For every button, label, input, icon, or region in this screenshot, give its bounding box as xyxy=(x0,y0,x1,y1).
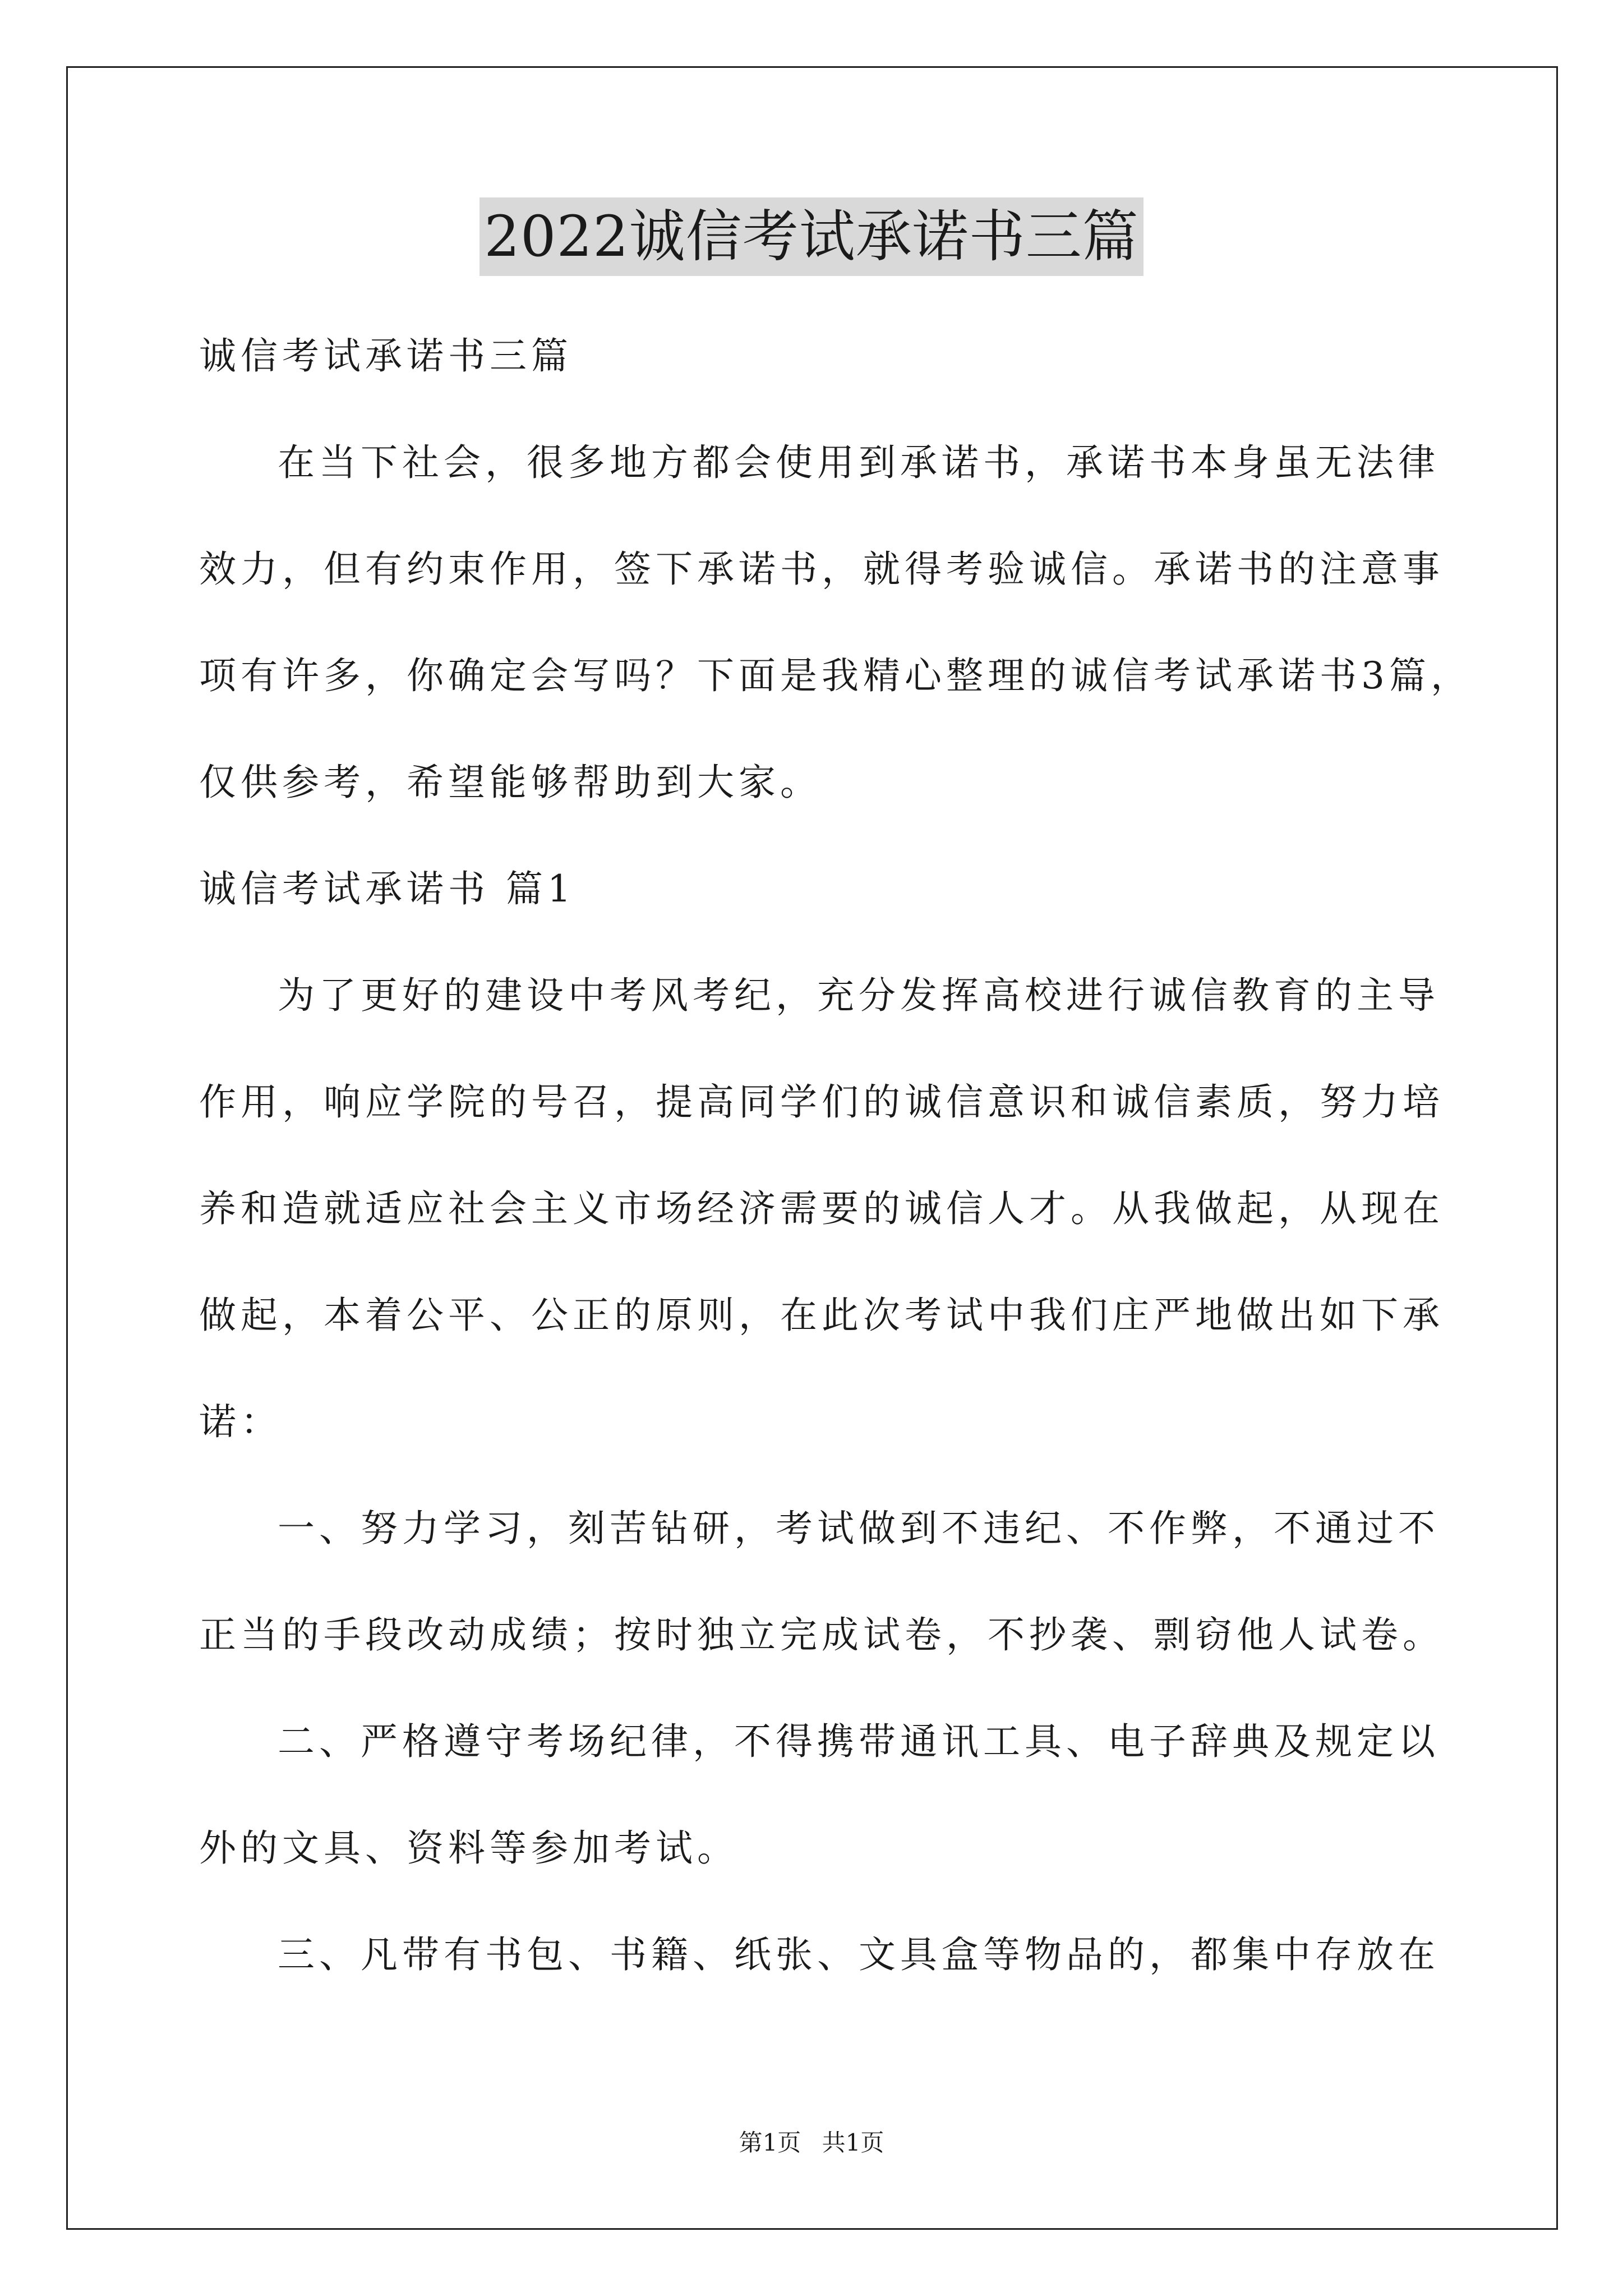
body-line: 一、努力学习，刻苦钻研，考试做到不违纪、不作弊，不通过不 xyxy=(278,1507,1440,1550)
body-line: 效力，但有约束作用，签下承诺书，就得考验诚信。承诺书的注意事 xyxy=(199,547,1444,591)
section-heading: 诚信考试承诺书 篇1 xyxy=(199,867,575,910)
page-number: 第1页 xyxy=(739,2129,801,2156)
page-footer xyxy=(0,2126,1623,2160)
body-line: 为了更好的建设中考风考纪，充分发挥高校进行诚信教育的主导 xyxy=(278,974,1440,1017)
title-container xyxy=(0,197,1623,276)
body-line: 外的文具、资料等参加考试。 xyxy=(199,1826,739,1870)
body-line: 诺： xyxy=(199,1400,282,1443)
body-line: 养和造就适应社会主义市场经济需要的诚信人才。从我做起，从现在 xyxy=(199,1187,1444,1230)
body-line: 二、严格遵守考场纪律，不得携带通讯工具、电子辞典及规定以 xyxy=(278,1720,1440,1763)
body-line: 正当的手段改动成绩；按时独立完成试卷，不抄袭、剽窃他人试卷。 xyxy=(199,1613,1444,1657)
body-line: 在当下社会，很多地方都会使用到承诺书，承诺书本身虽无法律 xyxy=(278,441,1440,484)
document-body xyxy=(199,303,1472,2008)
body-line: 三、凡带有书包、书籍、纸张、文具盒等物品的，都集中存放在 xyxy=(278,1933,1440,1976)
body-line: 仅供参考，希望能够帮助到大家。 xyxy=(199,761,822,804)
body-line: 做起，本着公平、公正的原则，在此次考试中我们庄严地做出如下承 xyxy=(199,1294,1444,1337)
body-line: 项有许多，你确定会写吗？下面是我精心整理的诚信考试承诺书3篇， xyxy=(199,654,1472,697)
page-total: 共1页 xyxy=(822,2129,884,2156)
body-line: 诚信考试承诺书三篇 xyxy=(199,334,573,378)
body-line: 作用，响应学院的号召，提高同学们的诚信意识和诚信素质，努力培 xyxy=(199,1080,1444,1124)
document-title: 2022诚信考试承诺书三篇 xyxy=(479,197,1144,276)
